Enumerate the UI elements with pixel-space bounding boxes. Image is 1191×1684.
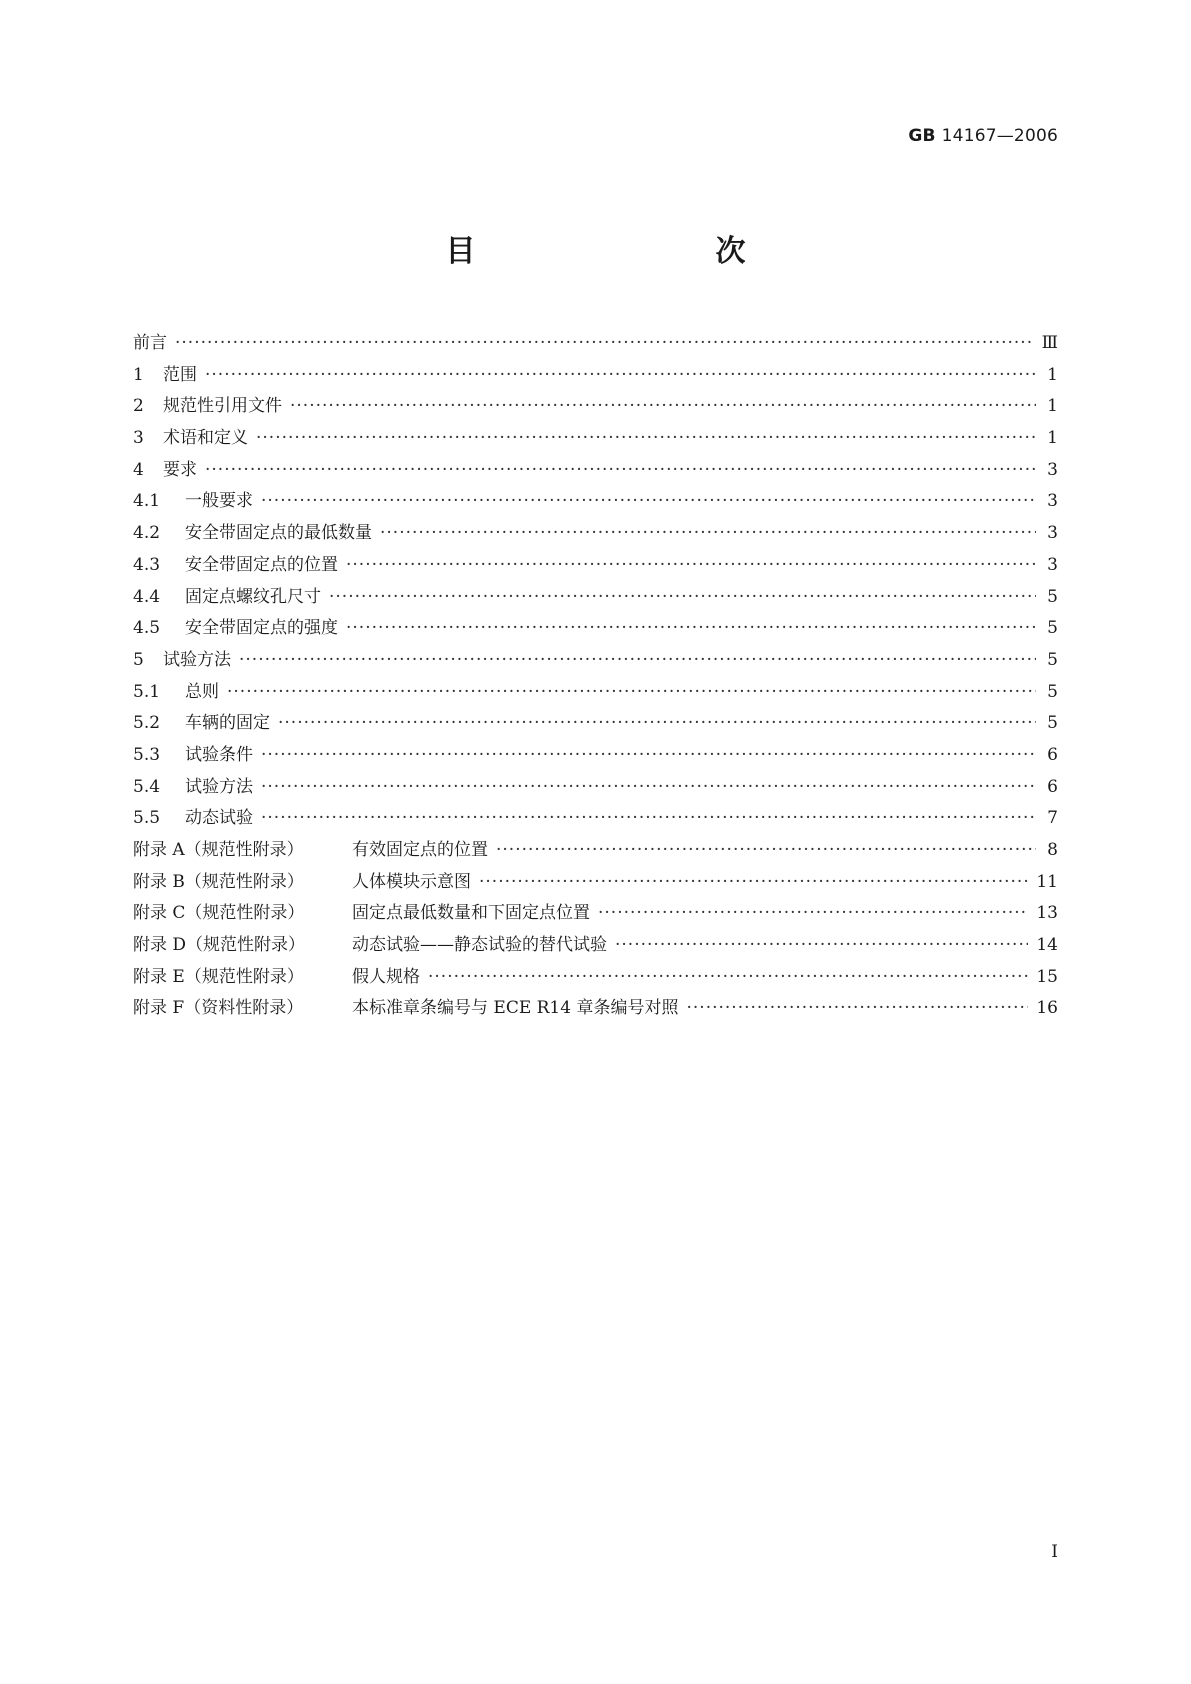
table-of-contents [133,328,1058,1025]
toc-label: 前言 [133,333,167,353]
toc-page-number: 5 [1047,713,1058,734]
toc-page-number: 7 [1047,808,1058,829]
page-title: 目 次 [445,234,806,269]
toc-label: 术语和定义 [163,428,248,449]
toc-annex-number: 附录 A（规范性附录） [133,840,304,860]
toc-row-4-2[interactable] [133,518,1058,550]
toc-leader-dots [598,903,1028,923]
toc-row-5-1[interactable] [133,677,1058,709]
toc-annex-number: 附录 B（规范性附录） [133,871,304,892]
toc-row-annex-a[interactable] [133,835,1058,867]
toc-row-annex-f[interactable] [133,993,1058,1025]
toc-number: 5 [133,649,144,670]
toc-row-annex-e[interactable] [133,962,1058,994]
toc-number: 4.5 [133,618,161,639]
toc-label: 试验方法 [185,776,253,797]
standard-code [908,126,1058,146]
toc-number: 4 [133,459,144,480]
toc-row-annex-b[interactable] [133,867,1058,899]
toc-leader-dots [496,840,1036,860]
toc-row-2[interactable] [133,391,1058,423]
toc-label: 有效固定点的位置 [352,840,488,860]
toc-row-4-3[interactable] [133,550,1058,582]
toc-page-number: 3 [1047,459,1058,480]
toc-row-5[interactable] [133,645,1058,677]
toc-page-number: 1 [1047,364,1058,385]
toc-row-3[interactable] [133,423,1058,455]
toc-label: 要求 [163,459,197,480]
toc-number: 5.1 [133,681,161,702]
toc-label: 安全带固定点的强度 [185,618,338,639]
toc-page-number: 5 [1047,618,1058,639]
toc-page-number: Ⅲ [1041,333,1058,353]
toc-row-annex-d[interactable] [133,930,1058,962]
toc-label: 一般要求 [185,491,253,512]
toc-label: 车辆的固定 [185,713,270,734]
toc-page-number: 5 [1047,586,1058,607]
toc-number: 5.2 [133,713,161,734]
toc-leader-dots [428,967,1028,987]
toc-label: 安全带固定点的最低数量 [185,523,372,544]
toc-row-1[interactable] [133,360,1058,392]
toc-leader-dots [261,745,1036,765]
toc-row-5-2[interactable] [133,708,1058,740]
toc-number: 5.4 [133,776,161,797]
toc-row-4-1[interactable] [133,486,1058,518]
toc-label: 总则 [185,681,219,702]
page-number: I [1051,1542,1058,1562]
toc-row-5-4[interactable] [133,772,1058,804]
toc-leader-dots [479,872,1028,892]
toc-leader-dots [346,555,1036,575]
toc-label: 本标准章条编号与 ECE R14 章条编号对照 [352,998,679,1019]
toc-number: 3 [133,428,144,449]
toc-annex-number: 附录 E（规范性附录） [133,966,304,987]
toc-page-number: 13 [1036,903,1058,924]
toc-label: 动态试验——静态试验的替代试验 [352,935,607,956]
toc-leader-dots [615,935,1028,955]
toc-leader-dots [346,618,1036,638]
toc-leader-dots [686,998,1028,1018]
toc-page-number: 1 [1047,396,1058,417]
toc-number: 1 [133,364,144,385]
toc-label: 安全带固定点的位置 [185,554,338,575]
toc-label: 规范性引用文件 [163,396,282,417]
toc-leader-dots [205,365,1036,385]
toc-leader-dots [290,396,1036,416]
toc-leader-dots [227,682,1036,702]
toc-row-annex-c[interactable] [133,898,1058,930]
toc-leader-dots [261,777,1036,797]
toc-number: 5.5 [133,808,161,829]
toc-page-number: 15 [1036,966,1058,987]
standard-number: 14167—2006 [941,126,1058,146]
toc-page-number: 1 [1047,428,1058,449]
toc-label: 固定点螺纹孔尺寸 [185,586,321,607]
toc-page-number: 14 [1036,935,1058,956]
toc-annex-number: 附录 D（规范性附录） [133,935,306,956]
toc-row-4[interactable] [133,455,1058,487]
toc-row-5-5[interactable] [133,803,1058,835]
toc-label: 试验方法 [163,649,231,670]
toc-leader-dots [205,460,1036,480]
toc-row-preface[interactable] [133,328,1058,360]
toc-label: 动态试验 [185,808,253,829]
toc-label: 人体模块示意图 [352,871,471,892]
toc-page-number: 3 [1047,554,1058,575]
toc-number: 4.3 [133,554,161,575]
toc-page-number: 16 [1036,998,1058,1019]
toc-page-number: 8 [1047,840,1058,860]
toc-row-5-3[interactable] [133,740,1058,772]
toc-number: 4.2 [133,523,161,544]
toc-leader-dots [239,650,1036,670]
toc-number: 5.3 [133,744,161,765]
standard-prefix: GB [908,126,936,146]
toc-leader-dots [329,587,1036,607]
toc-annex-number: 附录 C（规范性附录） [133,903,305,924]
toc-leader-dots [261,491,1036,511]
toc-page-number: 5 [1047,681,1058,702]
toc-leader-dots [256,428,1036,448]
toc-leader-dots [261,808,1036,828]
toc-page-number: 3 [1047,523,1058,544]
toc-number: 2 [133,396,144,417]
toc-annex-number: 附录 F（资料性附录） [133,998,304,1019]
toc-label: 固定点最低数量和下固定点位置 [352,903,590,924]
toc-page-number: 5 [1047,649,1058,670]
toc-row-4-5[interactable] [133,613,1058,645]
toc-label: 假人规格 [352,966,420,987]
toc-row-4-4[interactable] [133,582,1058,614]
toc-page-number: 11 [1036,871,1058,892]
toc-leader-dots [175,333,1034,353]
toc-label: 试验条件 [185,744,253,765]
toc-number: 4.4 [133,586,161,607]
toc-page-number: 3 [1047,491,1058,512]
toc-number: 4.1 [133,491,161,512]
toc-leader-dots [380,523,1036,543]
toc-page-number: 6 [1047,776,1058,797]
toc-label: 范围 [163,364,197,385]
toc-leader-dots [278,713,1036,733]
toc-page-number: 6 [1047,744,1058,765]
